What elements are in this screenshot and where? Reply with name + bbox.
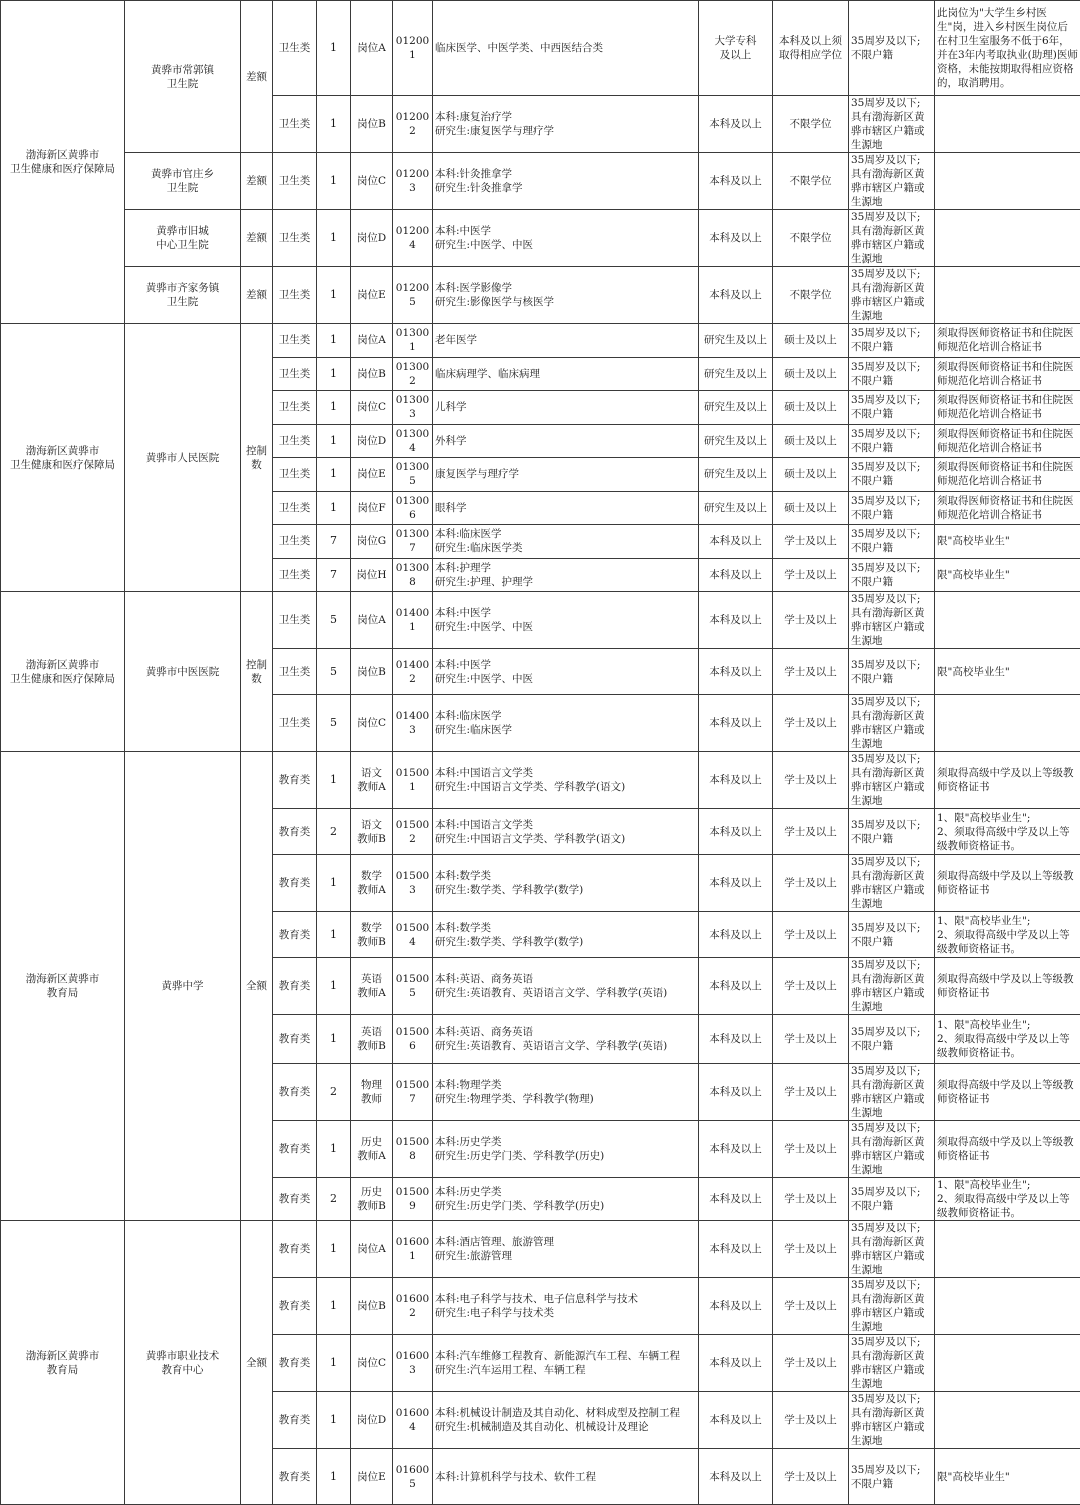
- major-cell: 本科:临床医学 研究生:临床医学类: [433, 525, 699, 559]
- degree-cell: 硕士及以上: [773, 391, 849, 425]
- education-cell: 本科及以上: [699, 267, 773, 324]
- requirement-cell: 35周岁及以下; 不限户籍: [849, 491, 935, 525]
- requirement-cell: 35周岁及以下; 具有渤海新区黄骅市辖区户籍或生源地: [849, 752, 935, 809]
- post-name-cell: 岗位C: [351, 1335, 393, 1392]
- education-cell: 本科及以上: [699, 96, 773, 153]
- requirement-cell: 35周岁及以下; 不限户籍: [849, 649, 935, 695]
- post-code-cell: 013008: [393, 558, 433, 592]
- headcount-cell: 1: [317, 491, 351, 525]
- requirement-cell: 35周岁及以下; 具有渤海新区黄骅市辖区户籍或生源地: [849, 1392, 935, 1449]
- unit-name-cell: 黄骅中学: [125, 752, 241, 1221]
- category-cell: 教育类: [273, 1121, 317, 1178]
- post-name-cell: 岗位A: [351, 1, 393, 96]
- requirement-cell: 35周岁及以下; 具有渤海新区黄骅市辖区户籍或生源地: [849, 1278, 935, 1335]
- education-cell: 本科及以上: [699, 912, 773, 958]
- major-cell: 本科:酒店管理、旅游管理 研究生:旅游管理: [433, 1221, 699, 1278]
- other-conditions-cell: 须取得医师资格证书和住院医师规范化培训合格证书: [935, 491, 1080, 525]
- requirement-cell: 35周岁及以下; 不限户籍: [849, 424, 935, 458]
- requirement-cell: 35周岁及以下; 不限户籍: [849, 1178, 935, 1221]
- funding-type-cell: 全额: [241, 752, 273, 1221]
- other-conditions-cell: 限"高校毕业生": [935, 1449, 1080, 1505]
- education-cell: 本科及以上: [699, 855, 773, 912]
- unit-name-cell: 黄骅市人民医院: [125, 324, 241, 592]
- degree-cell: 学士及以上: [773, 1449, 849, 1505]
- degree-cell: 学士及以上: [773, 958, 849, 1015]
- education-cell: 本科及以上: [699, 695, 773, 752]
- post-name-cell: 岗位B: [351, 649, 393, 695]
- headcount-cell: 1: [317, 357, 351, 391]
- post-code-cell: 014002: [393, 649, 433, 695]
- degree-cell: 学士及以上: [773, 1221, 849, 1278]
- headcount-cell: 1: [317, 458, 351, 492]
- post-name-cell: 岗位C: [351, 695, 393, 752]
- requirement-cell: 35周岁及以下; 具有渤海新区黄骅市辖区户籍或生源地: [849, 153, 935, 210]
- funding-type-cell: 控制 数: [241, 324, 273, 592]
- other-conditions-cell: 1、限"高校毕业生"; 2、须取得高级中学及以上等级教师资格证书。: [935, 1015, 1080, 1064]
- education-cell: 本科及以上: [699, 525, 773, 559]
- category-cell: 卫生类: [273, 458, 317, 492]
- funding-type-cell: 差额: [241, 1, 273, 153]
- degree-cell: 学士及以上: [773, 1178, 849, 1221]
- headcount-cell: 2: [317, 1178, 351, 1221]
- post-name-cell: 英语 教师A: [351, 958, 393, 1015]
- other-conditions-cell: [935, 695, 1080, 752]
- other-conditions-cell: 须取得医师资格证书和住院医师规范化培训合格证书: [935, 324, 1080, 358]
- other-conditions-cell: 须取得医师资格证书和住院医师规范化培训合格证书: [935, 357, 1080, 391]
- category-cell: 教育类: [273, 809, 317, 855]
- post-name-cell: 岗位F: [351, 491, 393, 525]
- headcount-cell: 1: [317, 912, 351, 958]
- other-conditions-cell: [935, 153, 1080, 210]
- major-cell: 本科:中国语言文学类 研究生:中国语言文学类、学科教学(语文): [433, 809, 699, 855]
- degree-cell: 学士及以上: [773, 558, 849, 592]
- degree-cell: 硕士及以上: [773, 424, 849, 458]
- major-cell: 本科:针灸推拿学 研究生:针灸推拿学: [433, 153, 699, 210]
- requirement-cell: 35周岁及以下; 具有渤海新区黄骅市辖区户籍或生源地: [849, 958, 935, 1015]
- major-cell: 本科:电子科学与技术、电子信息科学与技术 研究生:电子科学与技术类: [433, 1278, 699, 1335]
- other-conditions-cell: 须取得高级中学及以上等级教师资格证书: [935, 958, 1080, 1015]
- post-code-cell: 015002: [393, 809, 433, 855]
- major-cell: 临床医学、中医学类、中西医结合类: [433, 1, 699, 96]
- post-code-cell: 012002: [393, 96, 433, 153]
- degree-cell: 学士及以上: [773, 649, 849, 695]
- post-code-cell: 013004: [393, 424, 433, 458]
- requirement-cell: 35周岁及以下; 具有渤海新区黄骅市辖区户籍或生源地: [849, 1064, 935, 1121]
- major-cell: 本科:英语、商务英语 研究生:英语教育、英语语言文学、学科教学(英语): [433, 1015, 699, 1064]
- other-conditions-cell: [935, 267, 1080, 324]
- funding-type-cell: 控制 数: [241, 592, 273, 752]
- requirement-cell: 35周岁及以下; 不限户籍: [849, 1449, 935, 1505]
- education-cell: 本科及以上: [699, 752, 773, 809]
- degree-cell: 学士及以上: [773, 809, 849, 855]
- post-code-cell: 016004: [393, 1392, 433, 1449]
- post-code-cell: 012003: [393, 153, 433, 210]
- department-cell: 渤海新区黄骅市 教育局: [1, 1221, 125, 1505]
- post-name-cell: 岗位E: [351, 458, 393, 492]
- post-code-cell: 013007: [393, 525, 433, 559]
- major-cell: 本科:机械设计制造及其自动化、材料成型及控制工程 研究生:机械制造及其自动化、机械设计及理论: [433, 1392, 699, 1449]
- requirement-cell: 35周岁及以下; 具有渤海新区黄骅市辖区户籍或生源地: [849, 592, 935, 649]
- category-cell: 教育类: [273, 1335, 317, 1392]
- degree-cell: 学士及以上: [773, 1121, 849, 1178]
- post-name-cell: 岗位D: [351, 1392, 393, 1449]
- table-row: [1, 752, 1080, 809]
- funding-type-cell: 差额: [241, 210, 273, 267]
- other-conditions-cell: 1、限"高校毕业生"; 2、须取得高级中学及以上等级教师资格证书。: [935, 1178, 1080, 1221]
- post-code-cell: 013001: [393, 324, 433, 358]
- unit-name-cell: 黄骅市常郭镇 卫生院: [125, 1, 241, 153]
- post-code-cell: 013005: [393, 458, 433, 492]
- headcount-cell: 1: [317, 1278, 351, 1335]
- major-cell: 外科学: [433, 424, 699, 458]
- headcount-cell: 1: [317, 1392, 351, 1449]
- requirement-cell: 35周岁及以下; 不限户籍: [849, 391, 935, 425]
- post-name-cell: 数学 教师A: [351, 855, 393, 912]
- headcount-cell: 1: [317, 324, 351, 358]
- education-cell: 本科及以上: [699, 1015, 773, 1064]
- department-cell: 渤海新区黄骅市 卫生健康和医疗保障局: [1, 1, 125, 324]
- category-cell: 卫生类: [273, 324, 317, 358]
- other-conditions-cell: [935, 1278, 1080, 1335]
- degree-cell: 学士及以上: [773, 912, 849, 958]
- headcount-cell: 1: [317, 1335, 351, 1392]
- requirement-cell: 35周岁及以下; 不限户籍: [849, 1, 935, 96]
- post-name-cell: 岗位H: [351, 558, 393, 592]
- funding-type-cell: 差额: [241, 153, 273, 210]
- degree-cell: 硕士及以上: [773, 324, 849, 358]
- post-code-cell: 016001: [393, 1221, 433, 1278]
- degree-cell: 学士及以上: [773, 1064, 849, 1121]
- degree-cell: 硕士及以上: [773, 458, 849, 492]
- unit-name-cell: 黄骅市职业技术 教育中心: [125, 1221, 241, 1505]
- other-conditions-cell: 限"高校毕业生": [935, 649, 1080, 695]
- table-row: [1, 1, 1080, 96]
- post-code-cell: 015001: [393, 752, 433, 809]
- post-name-cell: 岗位D: [351, 210, 393, 267]
- post-code-cell: 016005: [393, 1449, 433, 1505]
- headcount-cell: 7: [317, 558, 351, 592]
- headcount-cell: 1: [317, 958, 351, 1015]
- degree-cell: 不限学位: [773, 210, 849, 267]
- post-name-cell: 物理 教师: [351, 1064, 393, 1121]
- major-cell: 老年医学: [433, 324, 699, 358]
- funding-type-cell: 差额: [241, 267, 273, 324]
- major-cell: 本科:中医学 研究生:中医学、中医: [433, 649, 699, 695]
- headcount-cell: 1: [317, 752, 351, 809]
- post-code-cell: 015004: [393, 912, 433, 958]
- other-conditions-cell: [935, 1335, 1080, 1392]
- category-cell: 教育类: [273, 1221, 317, 1278]
- category-cell: 卫生类: [273, 1, 317, 96]
- post-code-cell: 014003: [393, 695, 433, 752]
- post-name-cell: 数学 教师B: [351, 912, 393, 958]
- post-code-cell: 015006: [393, 1015, 433, 1064]
- category-cell: 卫生类: [273, 210, 317, 267]
- education-cell: 本科及以上: [699, 649, 773, 695]
- post-name-cell: 岗位B: [351, 96, 393, 153]
- category-cell: 卫生类: [273, 592, 317, 649]
- other-conditions-cell: 1、限"高校毕业生"; 2、须取得高级中学及以上等级教师资格证书。: [935, 912, 1080, 958]
- post-code-cell: 016002: [393, 1278, 433, 1335]
- headcount-cell: 1: [317, 855, 351, 912]
- post-code-cell: 013002: [393, 357, 433, 391]
- category-cell: 教育类: [273, 855, 317, 912]
- headcount-cell: 2: [317, 809, 351, 855]
- requirement-cell: 35周岁及以下; 不限户籍: [849, 525, 935, 559]
- degree-cell: 学士及以上: [773, 1015, 849, 1064]
- education-cell: 研究生及以上: [699, 424, 773, 458]
- degree-cell: 学士及以上: [773, 1392, 849, 1449]
- category-cell: 卫生类: [273, 649, 317, 695]
- post-name-cell: 岗位C: [351, 153, 393, 210]
- category-cell: 教育类: [273, 912, 317, 958]
- major-cell: 本科:康复治疗学 研究生:康复医学与理疗学: [433, 96, 699, 153]
- education-cell: 本科及以上: [699, 1392, 773, 1449]
- requirement-cell: 35周岁及以下; 具有渤海新区黄骅市辖区户籍或生源地: [849, 96, 935, 153]
- major-cell: 康复医学与理疗学: [433, 458, 699, 492]
- post-name-cell: 历史 教师A: [351, 1121, 393, 1178]
- post-code-cell: 013003: [393, 391, 433, 425]
- degree-cell: 学士及以上: [773, 1278, 849, 1335]
- requirement-cell: 35周岁及以下; 具有渤海新区黄骅市辖区户籍或生源地: [849, 1221, 935, 1278]
- education-cell: 研究生及以上: [699, 357, 773, 391]
- category-cell: 卫生类: [273, 695, 317, 752]
- post-code-cell: 016003: [393, 1335, 433, 1392]
- funding-type-cell: 全额: [241, 1221, 273, 1505]
- other-conditions-cell: 此岗位为"大学生乡村医生"岗，进入乡村医生岗位后在村卫生室服务不低于6年，并在3年内考取执业(助理)医师资格，未能按期取得相应资格的，取消聘用。: [935, 1, 1080, 96]
- post-name-cell: 语文 教师A: [351, 752, 393, 809]
- degree-cell: 学士及以上: [773, 592, 849, 649]
- education-cell: 本科及以上: [699, 1335, 773, 1392]
- post-code-cell: 012005: [393, 267, 433, 324]
- post-code-cell: 015009: [393, 1178, 433, 1221]
- requirement-cell: 35周岁及以下; 不限户籍: [849, 458, 935, 492]
- unit-name-cell: 黄骅市旧城 中心卫生院: [125, 210, 241, 267]
- headcount-cell: 1: [317, 1221, 351, 1278]
- headcount-cell: 1: [317, 96, 351, 153]
- major-cell: 本科:历史学类 研究生:历史学门类、学科教学(历史): [433, 1178, 699, 1221]
- other-conditions-cell: 须取得医师资格证书和住院医师规范化培训合格证书: [935, 458, 1080, 492]
- requirement-cell: 35周岁及以下; 具有渤海新区黄骅市辖区户籍或生源地: [849, 695, 935, 752]
- other-conditions-cell: [935, 592, 1080, 649]
- education-cell: 本科及以上: [699, 1449, 773, 1505]
- other-conditions-cell: 须取得高级中学及以上等级教师资格证书: [935, 1064, 1080, 1121]
- headcount-cell: 1: [317, 1121, 351, 1178]
- headcount-cell: 5: [317, 649, 351, 695]
- headcount-cell: 1: [317, 153, 351, 210]
- major-cell: 本科:中医学 研究生:中医学、中医: [433, 210, 699, 267]
- other-conditions-cell: 须取得高级中学及以上等级教师资格证书: [935, 855, 1080, 912]
- category-cell: 教育类: [273, 958, 317, 1015]
- education-cell: 本科及以上: [699, 1064, 773, 1121]
- post-name-cell: 英语 教师B: [351, 1015, 393, 1064]
- department-cell: 渤海新区黄骅市 教育局: [1, 752, 125, 1221]
- category-cell: 教育类: [273, 1015, 317, 1064]
- category-cell: 卫生类: [273, 525, 317, 559]
- degree-cell: 学士及以上: [773, 752, 849, 809]
- post-name-cell: 岗位C: [351, 391, 393, 425]
- post-code-cell: 015005: [393, 958, 433, 1015]
- table-row: [1, 153, 1080, 210]
- education-cell: 本科及以上: [699, 153, 773, 210]
- category-cell: 卫生类: [273, 558, 317, 592]
- post-name-cell: 岗位B: [351, 1278, 393, 1335]
- category-cell: 教育类: [273, 752, 317, 809]
- degree-cell: 硕士及以上: [773, 491, 849, 525]
- post-name-cell: 语文 教师B: [351, 809, 393, 855]
- post-code-cell: 015003: [393, 855, 433, 912]
- headcount-cell: 1: [317, 391, 351, 425]
- education-cell: 大学专科 及以上: [699, 1, 773, 96]
- degree-cell: 不限学位: [773, 267, 849, 324]
- post-code-cell: 014001: [393, 592, 433, 649]
- post-name-cell: 岗位D: [351, 424, 393, 458]
- major-cell: 本科:数学类 研究生:数学类、学科教学(数学): [433, 912, 699, 958]
- degree-cell: 不限学位: [773, 96, 849, 153]
- post-code-cell: 012004: [393, 210, 433, 267]
- education-cell: 研究生及以上: [699, 458, 773, 492]
- education-cell: 本科及以上: [699, 1221, 773, 1278]
- category-cell: 教育类: [273, 1178, 317, 1221]
- major-cell: 眼科学: [433, 491, 699, 525]
- major-cell: 本科:中医学 研究生:中医学、中医: [433, 592, 699, 649]
- other-conditions-cell: 须取得医师资格证书和住院医师规范化培训合格证书: [935, 391, 1080, 425]
- education-cell: 研究生及以上: [699, 391, 773, 425]
- other-conditions-cell: 1、限"高校毕业生"; 2、须取得高级中学及以上等级教师资格证书。: [935, 809, 1080, 855]
- department-cell: 渤海新区黄骅市 卫生健康和医疗保障局: [1, 324, 125, 592]
- post-name-cell: 岗位A: [351, 592, 393, 649]
- post-code-cell: 013006: [393, 491, 433, 525]
- post-code-cell: 012001: [393, 1, 433, 96]
- degree-cell: 学士及以上: [773, 525, 849, 559]
- headcount-cell: 2: [317, 1064, 351, 1121]
- headcount-cell: 7: [317, 525, 351, 559]
- department-cell: 渤海新区黄骅市 卫生健康和医疗保障局: [1, 592, 125, 752]
- degree-cell: 学士及以上: [773, 855, 849, 912]
- post-code-cell: 015007: [393, 1064, 433, 1121]
- requirement-cell: 35周岁及以下; 不限户籍: [849, 1015, 935, 1064]
- headcount-cell: 5: [317, 592, 351, 649]
- other-conditions-cell: 限"高校毕业生": [935, 558, 1080, 592]
- requirement-cell: 35周岁及以下; 不限户籍: [849, 324, 935, 358]
- degree-cell: 本科及以上须 取得相应学位: [773, 1, 849, 96]
- category-cell: 教育类: [273, 1064, 317, 1121]
- post-name-cell: 岗位E: [351, 1449, 393, 1505]
- other-conditions-cell: 须取得高级中学及以上等级教师资格证书: [935, 752, 1080, 809]
- other-conditions-cell: 限"高校毕业生": [935, 525, 1080, 559]
- category-cell: 卫生类: [273, 391, 317, 425]
- other-conditions-cell: 须取得高级中学及以上等级教师资格证书: [935, 1121, 1080, 1178]
- requirement-cell: 35周岁及以下; 不限户籍: [849, 357, 935, 391]
- major-cell: 本科:汽车维修工程教育、新能源汽车工程、车辆工程 研究生:汽车运用工程、车辆工程: [433, 1335, 699, 1392]
- other-conditions-cell: [935, 210, 1080, 267]
- education-cell: 本科及以上: [699, 592, 773, 649]
- post-name-cell: 岗位B: [351, 357, 393, 391]
- headcount-cell: 1: [317, 1, 351, 96]
- table-row: [1, 324, 1080, 358]
- degree-cell: 学士及以上: [773, 695, 849, 752]
- table-row: [1, 592, 1080, 649]
- major-cell: 本科:医学影像学 研究生:影像医学与核医学: [433, 267, 699, 324]
- category-cell: 教育类: [273, 1449, 317, 1505]
- major-cell: 本科:历史学类 研究生:历史学门类、学科教学(历史): [433, 1121, 699, 1178]
- education-cell: 本科及以上: [699, 1278, 773, 1335]
- degree-cell: 不限学位: [773, 153, 849, 210]
- major-cell: 本科:英语、商务英语 研究生:英语教育、英语语言文学、学科教学(英语): [433, 958, 699, 1015]
- post-name-cell: 岗位A: [351, 1221, 393, 1278]
- other-conditions-cell: 须取得医师资格证书和住院医师规范化培训合格证书: [935, 424, 1080, 458]
- education-cell: 本科及以上: [699, 958, 773, 1015]
- headcount-cell: 1: [317, 1015, 351, 1064]
- requirement-cell: 35周岁及以下; 具有渤海新区黄骅市辖区户籍或生源地: [849, 267, 935, 324]
- major-cell: 临床病理学、临床病理: [433, 357, 699, 391]
- headcount-cell: 1: [317, 424, 351, 458]
- headcount-cell: 1: [317, 1449, 351, 1505]
- category-cell: 教育类: [273, 1392, 317, 1449]
- post-name-cell: 岗位E: [351, 267, 393, 324]
- requirement-cell: 35周岁及以下; 具有渤海新区黄骅市辖区户籍或生源地: [849, 1121, 935, 1178]
- requirement-cell: 35周岁及以下; 具有渤海新区黄骅市辖区户籍或生源地: [849, 1335, 935, 1392]
- major-cell: 本科:中国语言文学类 研究生:中国语言文学类、学科教学(语文): [433, 752, 699, 809]
- education-cell: 本科及以上: [699, 809, 773, 855]
- category-cell: 卫生类: [273, 267, 317, 324]
- table-row: [1, 210, 1080, 267]
- category-cell: 卫生类: [273, 491, 317, 525]
- major-cell: 儿科学: [433, 391, 699, 425]
- category-cell: 卫生类: [273, 96, 317, 153]
- post-name-cell: 岗位A: [351, 324, 393, 358]
- major-cell: 本科:数学类 研究生:数学类、学科教学(数学): [433, 855, 699, 912]
- education-cell: 研究生及以上: [699, 324, 773, 358]
- unit-name-cell: 黄骅市官庄乡 卫生院: [125, 153, 241, 210]
- unit-name-cell: 黄骅市中医医院: [125, 592, 241, 752]
- education-cell: 本科及以上: [699, 558, 773, 592]
- other-conditions-cell: [935, 1221, 1080, 1278]
- major-cell: 本科:临床医学 研究生:临床医学: [433, 695, 699, 752]
- education-cell: 研究生及以上: [699, 491, 773, 525]
- major-cell: 本科:护理学 研究生:护理、护理学: [433, 558, 699, 592]
- requirement-cell: 35周岁及以下; 不限户籍: [849, 558, 935, 592]
- headcount-cell: 1: [317, 267, 351, 324]
- requirement-cell: 35周岁及以下; 具有渤海新区黄骅市辖区户籍或生源地: [849, 210, 935, 267]
- category-cell: 卫生类: [273, 153, 317, 210]
- degree-cell: 学士及以上: [773, 1335, 849, 1392]
- education-cell: 本科及以上: [699, 1121, 773, 1178]
- education-cell: 本科及以上: [699, 1178, 773, 1221]
- unit-name-cell: 黄骅市齐家务镇 卫生院: [125, 267, 241, 324]
- post-name-cell: 历史 教师B: [351, 1178, 393, 1221]
- post-code-cell: 015008: [393, 1121, 433, 1178]
- table-row: [1, 267, 1080, 324]
- requirement-cell: 35周岁及以下; 不限户籍: [849, 809, 935, 855]
- major-cell: 本科:物理学类 研究生:物理学类、学科教学(物理): [433, 1064, 699, 1121]
- other-conditions-cell: [935, 96, 1080, 153]
- category-cell: 教育类: [273, 1278, 317, 1335]
- requirement-cell: 35周岁及以下; 具有渤海新区黄骅市辖区户籍或生源地: [849, 855, 935, 912]
- degree-cell: 硕士及以上: [773, 357, 849, 391]
- post-name-cell: 岗位G: [351, 525, 393, 559]
- requirement-cell: 35周岁及以下; 不限户籍: [849, 912, 935, 958]
- major-cell: 本科:计算机科学与技术、软件工程: [433, 1449, 699, 1505]
- headcount-cell: 1: [317, 210, 351, 267]
- education-cell: 本科及以上: [699, 210, 773, 267]
- headcount-cell: 5: [317, 695, 351, 752]
- table-row: [1, 1221, 1080, 1278]
- category-cell: 卫生类: [273, 424, 317, 458]
- category-cell: 卫生类: [273, 357, 317, 391]
